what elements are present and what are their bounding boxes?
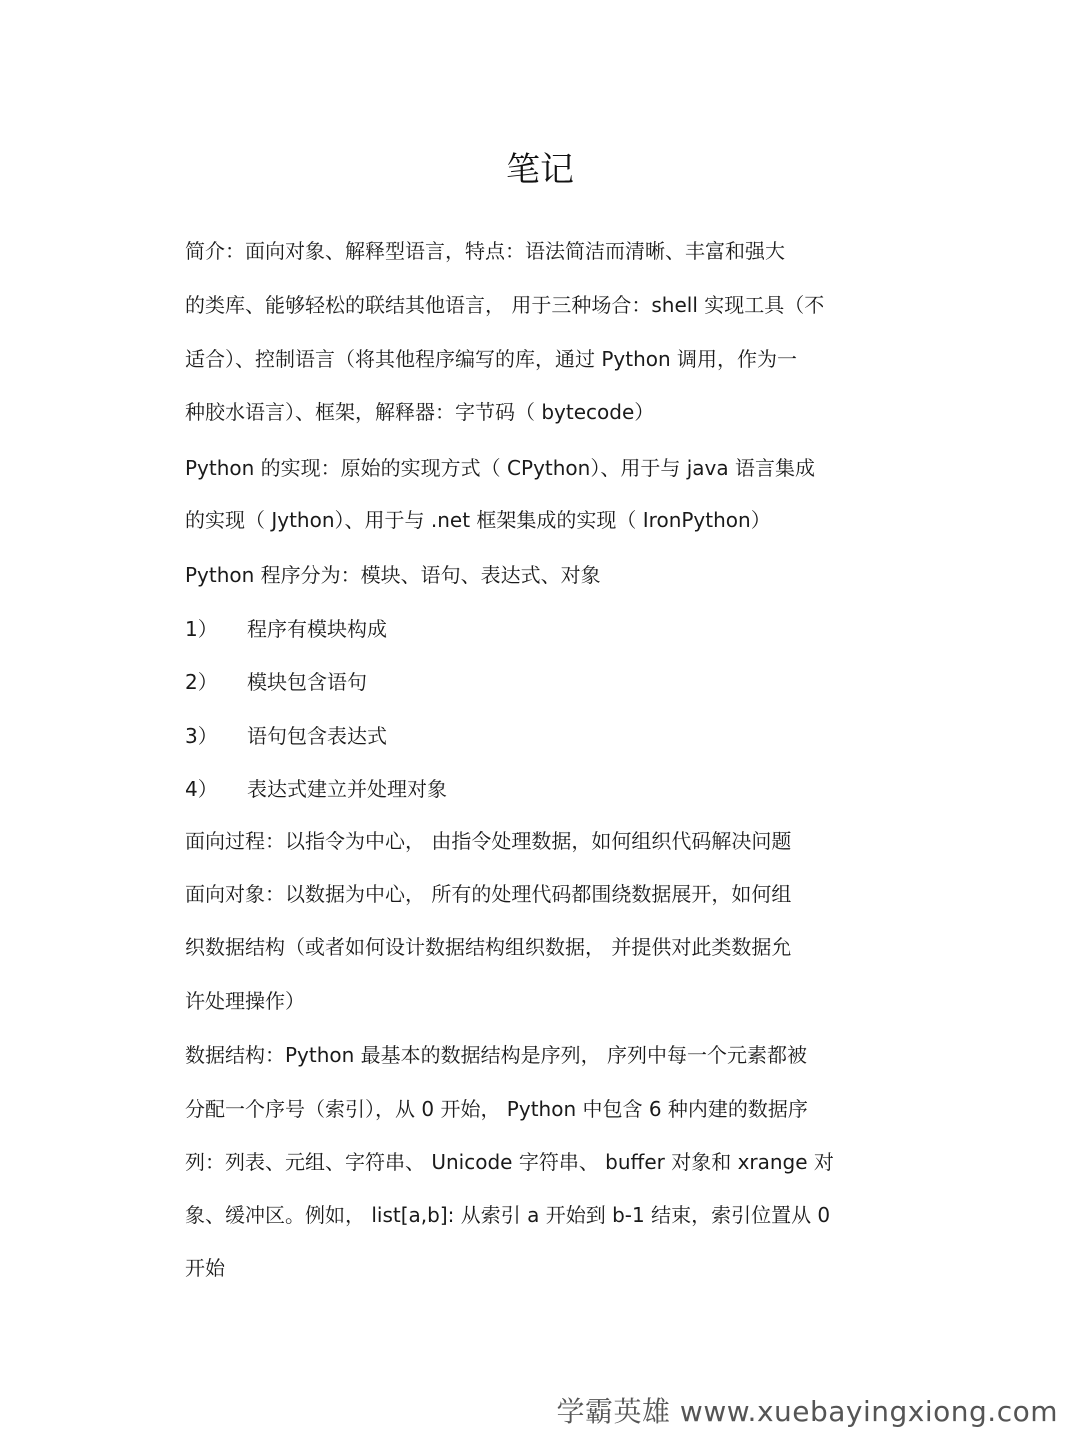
list-item-text: 程序有模块构成 bbox=[247, 617, 387, 641]
intro-line: 简介：面向对象、解释型语言，特点：语法简洁而清晰、丰富和强大 bbox=[185, 239, 785, 263]
data-structure-line: 分配一个序号（索引），从 0 开始， Python 中包含 6 种内建的数据序 bbox=[185, 1097, 808, 1121]
intro-line: 的类库、能够轻松的联结其他语言， 用于三种场合：shell 实现工具（不 bbox=[185, 293, 825, 317]
list-item-text: 表达式建立并处理对象 bbox=[247, 777, 447, 801]
object-oriented-line: 面向对象：以数据为中心， 所有的处理代码都围绕数据展开，如何组 bbox=[185, 882, 792, 906]
list-item bbox=[185, 721, 905, 751]
intro-line: 种胶水语言）、框架，解释器：字节码（ bytecode） bbox=[185, 400, 655, 424]
list-item bbox=[185, 774, 905, 804]
list-item-number: 1） bbox=[185, 617, 218, 641]
list-item-number: 2） bbox=[185, 670, 218, 694]
data-structure-line: 列：列表、元组、字符串、 Unicode 字符串、 buffer 对象和 xrange 对 bbox=[185, 1150, 834, 1174]
list-item bbox=[185, 667, 905, 697]
list-item-text: 语句包含表达式 bbox=[247, 724, 387, 748]
list-item-number: 4） bbox=[185, 777, 218, 801]
data-structure-line: 开始 bbox=[185, 1256, 225, 1280]
program-structure-line: Python 程序分为：模块、语句、表达式、对象 bbox=[185, 563, 601, 587]
procedural-line: 面向过程：以指令为中心， 由指令处理数据，如何组织代码解决问题 bbox=[185, 829, 792, 853]
data-structure-line: 象、缓冲区。例如， list[a,b]: 从索引 a 开始到 b-1 结束，索引位置从 0 bbox=[185, 1203, 831, 1227]
list-item-text: 模块包含语句 bbox=[247, 670, 367, 694]
data-structure-line: 数据结构：Python 最基本的数据结构是序列， 序列中每一个元素都被 bbox=[185, 1043, 808, 1067]
object-oriented-line: 许处理操作） bbox=[185, 989, 305, 1013]
implementation-line: 的实现（ Jython）、用于与 .net 框架集成的实现（ IronPython） bbox=[185, 508, 771, 532]
list-item-number: 3） bbox=[185, 724, 218, 748]
intro-line: 适合）、控制语言（将其他程序编写的库，通过 Python 调用，作为一 bbox=[185, 347, 798, 371]
implementation-line: Python 的实现：原始的实现方式（ CPython）、用于与 java 语言集成 bbox=[185, 456, 815, 480]
page-title: 笔记 bbox=[506, 150, 574, 190]
watermark: 学霸英雄 www.xuebayingxiong.com bbox=[556, 1395, 1058, 1428]
list-item bbox=[185, 614, 905, 644]
object-oriented-line: 织数据结构（或者如何设计数据结构组织数据， 并提供对此类数据允 bbox=[185, 935, 792, 959]
